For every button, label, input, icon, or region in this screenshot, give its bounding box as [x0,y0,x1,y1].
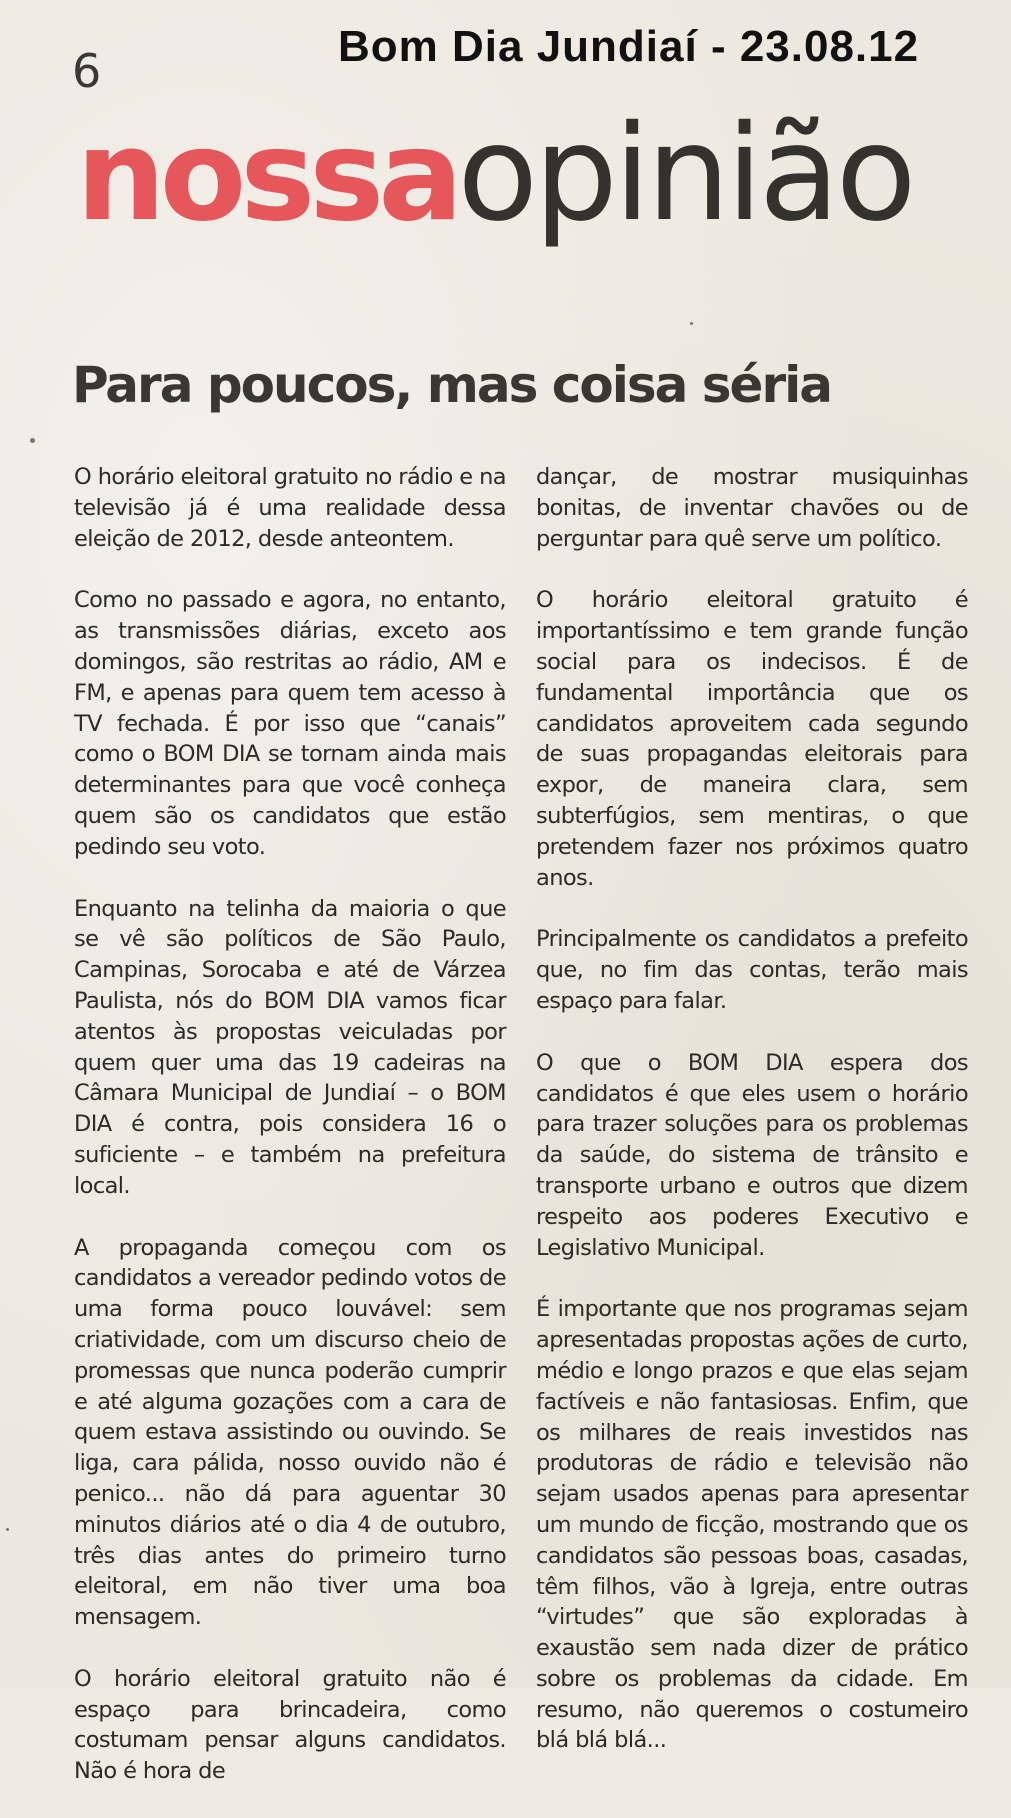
paragraph: O que o BOM DIA espera dos candidatos é que eles usem o horário para trazer soluções para os problemas da saúde, do sistema de trânsito e transporte urbano e outros que dizem respeito aos poderes Executivo e Legislativo Municipal. [536,1049,968,1261]
section-title-highlight: nossa [76,102,458,249]
source-caption: Bom Dia Jundiaí - 23.08.12 [338,22,920,71]
paragraph: Principalmente os candidatos a prefeito que, no fim das contas, terão mais espaço para falar. [536,926,968,1014]
section-title-rest: opinião [457,97,913,251]
section-title [76,97,913,251]
paragraph: O horário eleitoral gratuito é importantíssimo e tem grande função social para os indecisos. É de fundamental importância que os candidatos aproveitem cada segundo de suas propagandas eleitorais para expor, de maneira clara, sem subterfúgios, sem mentiras, o que pretendem fazer nos próximos quatro anos. [536,587,968,891]
paragraph: Enquanto na telinha da maioria o que se vê são políticos de São Paulo, Campinas, Sorocaba e até de Várzea Paulista, nós do BOM DIA vamos ficar atentos às propostas veiculadas por quem quer uma das 19 cadeiras na Câmara Municipal de Jundiaí – o BOM DIA é contra, pois considera 16 o suficiente – e também na prefeitura local. [74,895,506,1199]
paper-speck [30,438,35,443]
paragraph: O horário eleitoral gratuito não é espaço para brincadeira, como costumam pensar alguns candidatos. Não é hora de [74,1665,506,1785]
paragraph: dançar, de mostrar musiquinhas bonitas, de inventar chavões ou de perguntar para quê serve um político. [536,464,968,552]
article-headline: Para poucos, mas coisa séria [72,356,831,414]
paragraph: É importante que nos programas sejam apresentadas propostas ações de curto, médio e longo prazos e que elas sejam factíveis e não fantasiosas. Enfim, que os milhares de reais investidos nas produtoras de rádio e televisão não sejam usados apenas para apresentar um mundo de ficção, mostrando que os candidatos são pessoas boas, casadas, têm filhos, vão à Igreja, entre outras “virtudes” que são exploradas à exaustão sem nada dizer de prático sobre os problemas da cidade. Em resumo, não queremos o costumeiro blá blá blá... [536,1296,968,1754]
paragraph: O horário eleitoral gratuito no rádio e na televisão já é uma realidade dessa eleição de 2012, desde anteontem. [74,464,506,552]
paper-speck [690,322,693,325]
paragraph: Como no passado e agora, no entanto, as transmissões diárias, exceto aos domingos, são restritas ao rádio, AM e FM, e apenas para quem tem acesso à TV fechada. É por isso que “canais” como o BOM DIA se tornam ainda mais determinantes para que você conheça quem são os candidatos que estão pedindo seu voto. [74,587,506,860]
article-column-left [74,462,506,1818]
article-column-right [536,462,968,1787]
page-number: 6 [72,44,101,98]
paragraph: A propaganda começou com os candidatos a vereador pedindo votos de uma forma pouco louvável: sem criatividade, com um discurso cheio de promessas que nunca poderão cumprir e até alguma gozações com a cara de quem estava assistindo ou ouvindo. Se liga, cara pálida, nosso ouvido não é penico... não dá para aguentar 30 minutos diários até o dia 4 de outubro, três dias antes do primeiro turno eleitoral, em não tiver uma boa mensagem. [74,1234,506,1631]
paper-speck [6,1528,9,1531]
